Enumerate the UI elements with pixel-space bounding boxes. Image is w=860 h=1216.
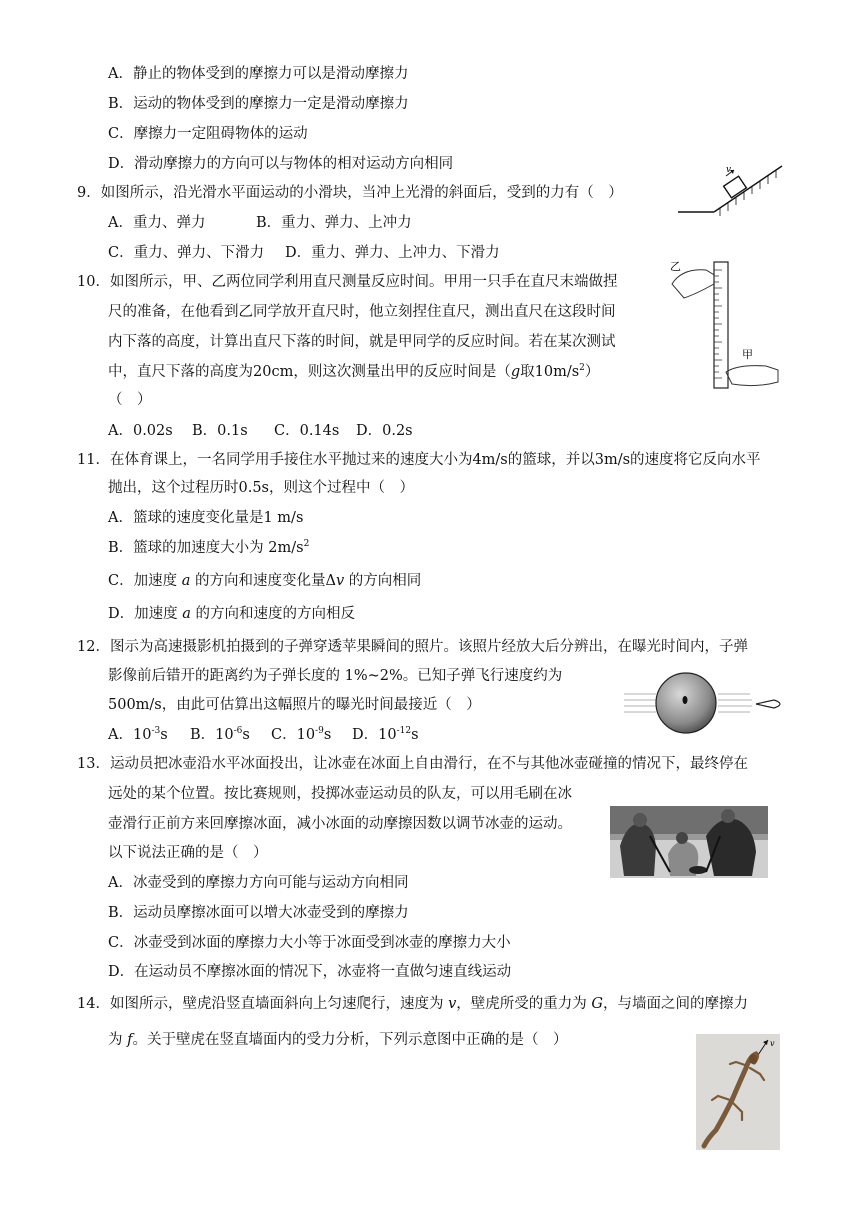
q10-line-5: （ ） xyxy=(108,392,152,408)
q9-option-b: B．重力、弹力、上冲力 xyxy=(256,215,412,231)
label-yi: 乙 xyxy=(670,260,681,273)
q11-option-c: C．加速度 a 的方向和速度变化量Δv 的方向相同 xyxy=(108,573,422,589)
q14-line-2: 为 f。关于壁虎在竖直墙面内的受力分析，下列示意图中正确的是（ ） xyxy=(108,1032,568,1048)
q8-option-a: A．静止的物体受到的摩擦力可以是滑动摩擦力 xyxy=(108,66,409,82)
incline-figure xyxy=(676,162,786,218)
velocity-label: v xyxy=(726,165,732,175)
q12-option-b: B．$10^{-6}s$ xyxy=(190,726,250,743)
q10-line-2: 尺的准备，在他看到乙同学放开直尺时，他立刻捏住直尺，测出直尺在这段时间 xyxy=(108,304,616,320)
q12-line-3: 500m/s，由此可估算出这幅照片的曝光时间最接近（ ） xyxy=(108,697,481,713)
q8-option-b: B．运动的物体受到的摩擦力一定是滑动摩擦力 xyxy=(108,96,409,112)
q11-option-a: A．篮球的速度变化量是1 m/s xyxy=(108,510,304,526)
q13-line-2: 远处的某个位置。按比赛规则，投掷冰壶运动员的队友，可以用毛刷在冰 xyxy=(108,786,572,802)
q11-line-1: 11．在体育课上，一名同学用手接住水平抛过来的速度大小为4m/s的篮球，并以3m/s的速度将它反向水平 xyxy=(77,452,761,468)
q12-option-c: C．$10^{-9}s$ xyxy=(271,726,332,743)
q13-option-d: D．在运动员不摩擦冰面的情况下，冰壶将一直做匀速直线运动 xyxy=(108,964,512,980)
q9-option-a: A．重力、弹力 xyxy=(108,215,206,231)
q12-option-d: D．$10^{-12}s$ xyxy=(352,726,419,743)
q10-line-4: 中，直尺下落的高度为20cm，则这次测量出甲的反应时间是（g取$10m/s^2$） xyxy=(108,363,600,380)
q12-line-1: 12．图示为高速摄影机拍摄到的子弹穿透苹果瞬间的照片。该照片经放大后分辨出，在曝光时间内，子弹 xyxy=(77,639,748,655)
ruler-figure xyxy=(666,254,788,394)
q11-option-b: B．篮球的加速度大小为 $2m/s^2$ xyxy=(108,539,310,556)
gecko-photo xyxy=(696,1034,780,1150)
q9-option-d: D．重力、弹力、上冲力、下滑力 xyxy=(285,245,500,261)
q13-option-a: A．冰壶受到的摩擦力方向可能与运动方向相同 xyxy=(108,875,409,891)
q10-option-b: B．0.1s xyxy=(192,423,248,439)
label-jia: 甲 xyxy=(742,348,753,361)
q13-option-c: C．冰壶受到冰面的摩擦力大小等于冰面受到冰壶的摩擦力大小 xyxy=(108,935,511,951)
bullet-apple-figure xyxy=(622,670,792,740)
q13-option-b: B．运动员摩擦冰面可以增大冰壶受到的摩擦力 xyxy=(108,905,409,921)
q8-option-c: C．摩擦力一定阻碍物体的运动 xyxy=(108,126,308,142)
q10-option-d: D．0.2s xyxy=(356,423,413,439)
q9-option-c: C．重力、弹力、下滑力 xyxy=(108,245,265,261)
q13-line-3: 壶滑行正前方来回摩擦冰面，减小冰面的动摩擦因数以调节冰壶的运动。 xyxy=(108,816,572,832)
gecko-velocity-label: v xyxy=(770,1039,775,1048)
q10-line-3: 内下落的高度，计算出直尺下落的时间，就是甲同学的反应时间。若在某次测试 xyxy=(108,334,616,350)
q8-option-d: D．滑动摩擦力的方向可以与物体的相对运动方向相同 xyxy=(108,156,454,172)
q12-option-a: A．$10^{-3}s$ xyxy=(108,726,168,743)
q14-line-1: 14．如图所示，壁虎沿竖直墙面斜向上匀速爬行，速度为 v，壁虎所受的重力为 G，与墙面之间的摩擦力 xyxy=(77,996,748,1012)
q11-line-2: 抛出，这个过程历时0.5s，则这个过程中（ ） xyxy=(108,480,414,496)
q10-line-1: 10．如图所示，甲、乙两位同学利用直尺测量反应时间。甲用一只手在直尺末端做捏 xyxy=(77,274,618,290)
q12-line-2: 影像前后错开的距离约为子弹长度的 1%~2%。已知子弹飞行速度约为 xyxy=(108,668,563,684)
q9-stem: 9．如图所示，沿光滑水平面运动的小滑块，当冲上光滑的斜面后，受到的力有（ ） xyxy=(77,185,623,201)
curling-photo xyxy=(610,806,768,878)
q10-option-a: A．0.02s xyxy=(108,423,173,439)
q13-line-4: 以下说法正确的是（ ） xyxy=(108,845,268,861)
q13-line-1: 13．运动员把冰壶沿水平冰面投出，让冰壶在冰面上自由滑行，在不与其他冰壶碰撞的情况下，最终停在 xyxy=(77,756,748,772)
q11-option-d: D．加速度 a 的方向和速度的方向相反 xyxy=(108,606,355,622)
q10-option-c: C．0.14s xyxy=(274,423,340,439)
